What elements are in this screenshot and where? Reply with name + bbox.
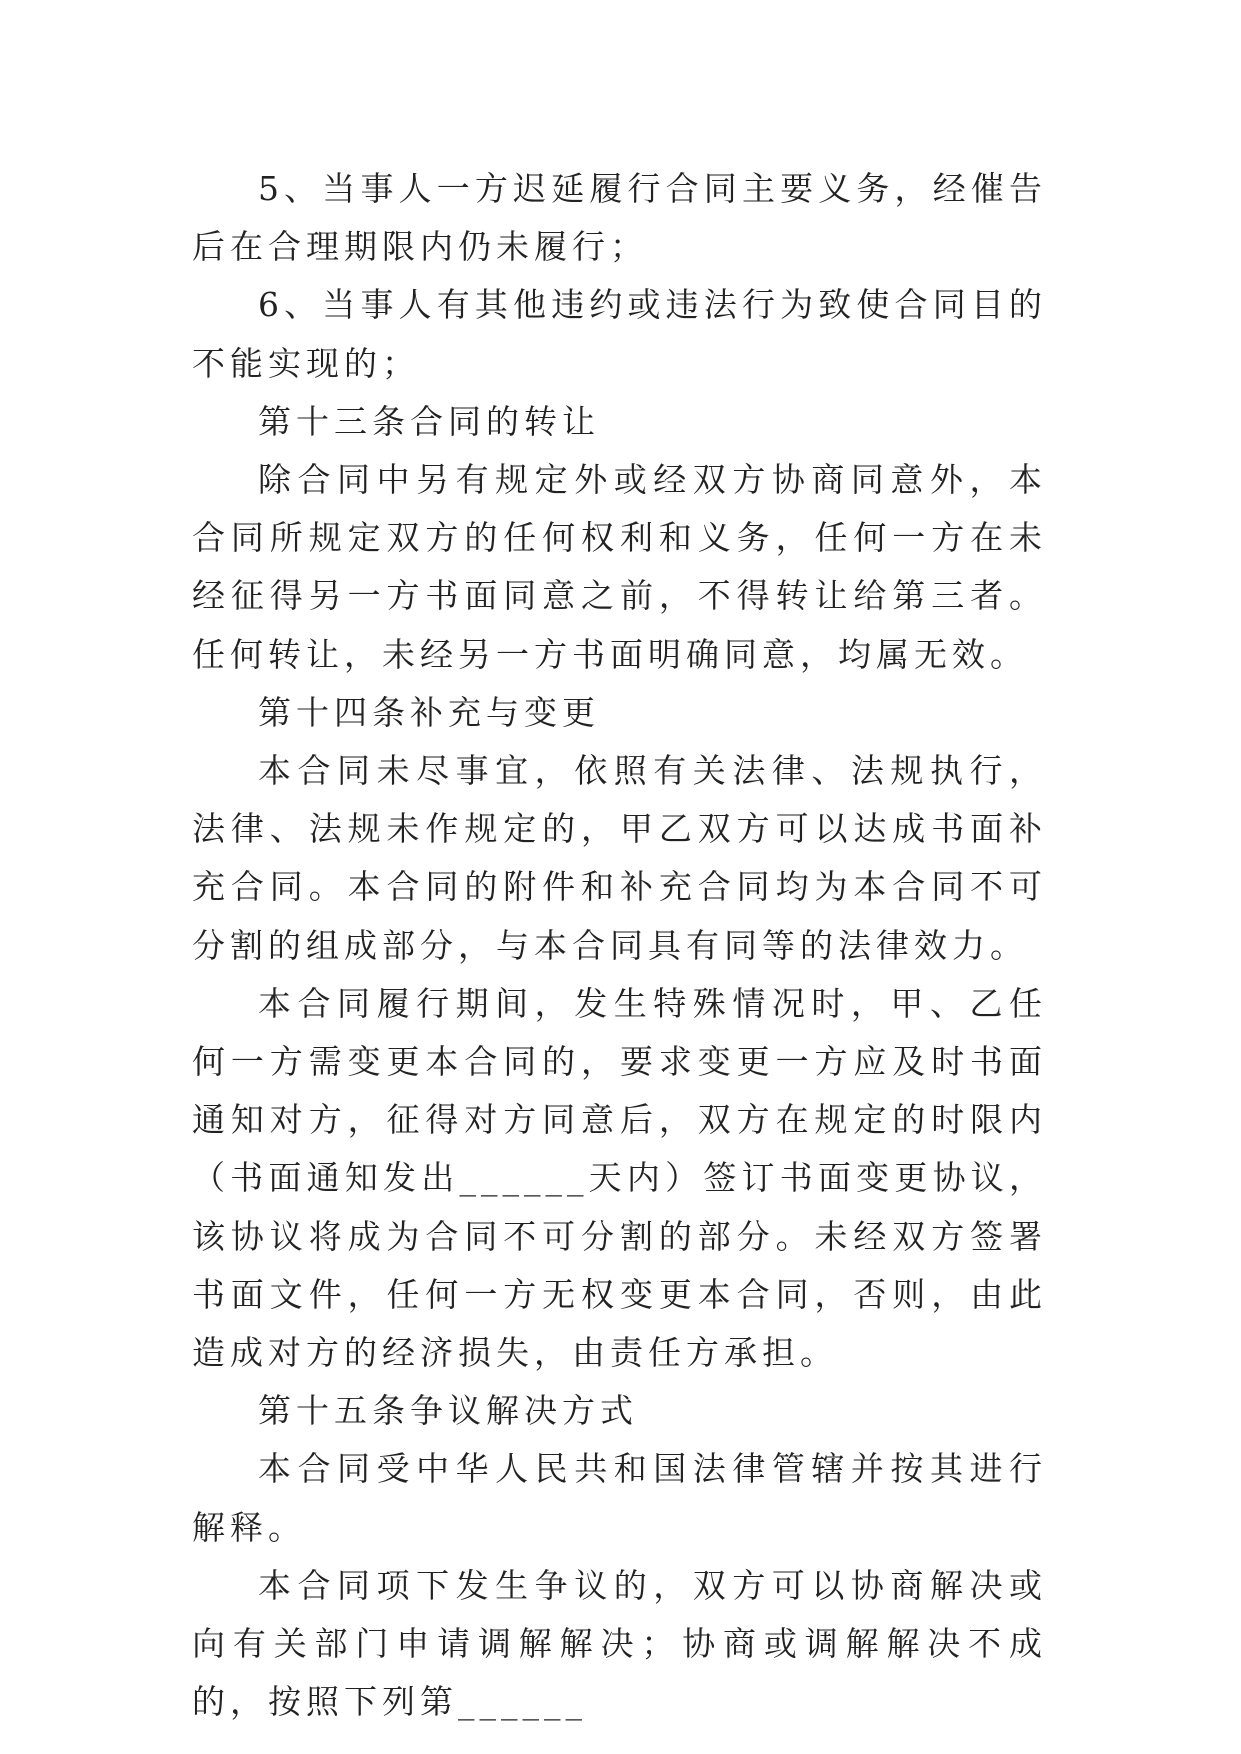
clause-item-6: 6、当事人有其他违约或违法行为致使合同目的不能实现的； (192, 285, 1047, 383)
section-heading-14: 第十四条补充与变更 (258, 692, 600, 732)
document-body (192, 160, 1047, 1731)
clause-item-5: 5、当事人一方迟延履行合同主要义务，经催告后在合理期限内仍未履行； (192, 169, 1047, 267)
paragraph-transfer: 除合同中另有规定外或经双方协商同意外，本合同所规定双方的任何权利和义务，任何一方在未经征得另一方书面同意之前，不得转让给第三者。任何转让，未经另一方书面明确同意，均属无效。 (192, 460, 1047, 674)
paragraph-dispute: 本合同项下发生争议的，双方可以协商解决或向有关部门申请调解解决；协商或调解解决不成的，按照下列第______ (192, 1565, 1047, 1722)
section-heading-15: 第十五条争议解决方式 (258, 1391, 638, 1431)
paragraph-supplement: 本合同未尽事宜，依照有关法律、法规执行，法律、法规未作规定的，甲乙双方可以达成书面补充合同。本合同的附件和补充合同均为本合同不可分割的组成部分，与本合同具有同等的法律效力。 (192, 751, 1047, 965)
paragraph-governing-law: 本合同受中华人民共和国法律管辖并按其进行解释。 (192, 1449, 1047, 1547)
section-heading-13: 第十三条合同的转让 (258, 401, 600, 441)
paragraph-change: 本合同履行期间，发生特殊情况时，甲、乙任何一方需变更本合同的，要求变更一方应及时书面通知对方，征得对方同意后，双方在规定的时限内（书面通知发出______天内）签订书面变更协议，该协议将成为合同不可分割的部分。未经双方签署书面文件，任何一方无权变更本合同，否则，由此造成对方的经济损失，由责任方承担。 (192, 983, 1047, 1373)
